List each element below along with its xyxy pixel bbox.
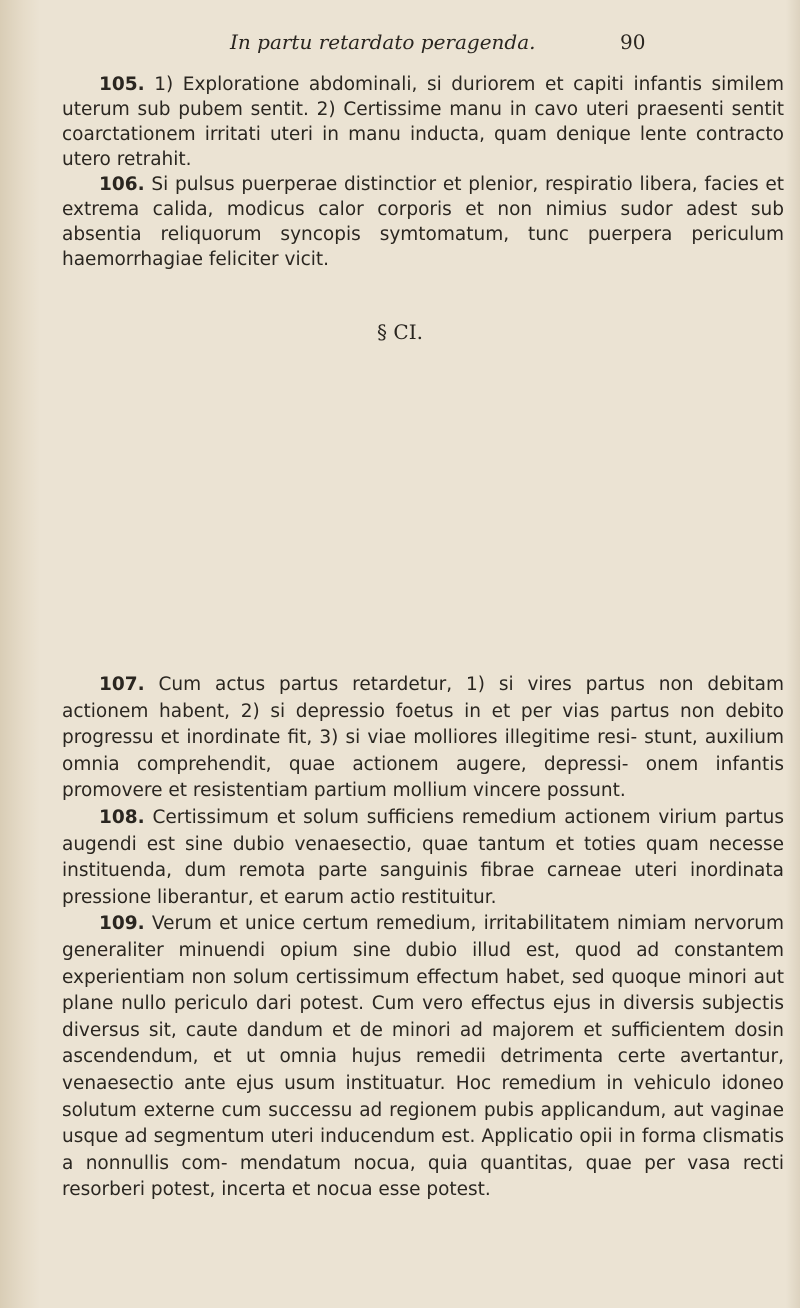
paragraph-106: [62, 172, 784, 272]
paragraph-text: Certissimum et solum sufficiens remedium actionem virium partus augendi est sine dubio venaesectio, quae tantum et toties quam necesse instituenda, dum remota parte sanguinis fibrae carneae uteri inordinata pressione liberantur, et earum actio restituitur.: [62, 806, 784, 908]
paragraph-108: [62, 805, 784, 911]
paragraph-text: Verum et unice certum remedium, irritabilitatem nimiam nervorum generaliter minuendi opium sine dubio illud est, quod ad constantem experientiam non solum certissimum effectum habet, sed quoque minori aut plane nullo periculo dari potest. Cum vero effectus ejus in diversis subjectis diversus sit, caute dandum et de minori ad majorem et sufficientem dosin ascendendum, et ut omnia hujus remedii detrimenta certe avertantur, venaesectio ante ejus usum instituatur. Hoc remedium in vehiculo idoneo solutum externe cum successu ad regionem pubis applicandum, aut vaginae usque ad segmentum uteri inducendum est. Applicatio opii in forma clismatis a nonnullis com- mendatum nocua, quia quantitas, quae per vasa recti resorberi potest, incerta et nocua esse potest.: [62, 913, 784, 1201]
page-edge-shadow-left: [0, 0, 40, 1308]
paragraph-number: 108.: [99, 806, 145, 828]
paragraph-number: 105.: [99, 74, 145, 95]
text-block-lower: [62, 672, 784, 1204]
page-number: 90: [620, 30, 646, 54]
paragraph-105: [62, 72, 784, 172]
paragraph-text: Cum actus partus retardetur, 1) si vires partus non debitam actionem habent, 2) si depressio foetus in et per vias partus non debito progressu et inordinate fit, 3) si viae molliores illegitime resi- stunt, auxilium omnia comprehendit, quae actionem augere, depressi- onem infantis promovere et resistentiam partium mollium vincere possunt.: [62, 674, 784, 802]
paragraph-number: 107.: [99, 674, 145, 695]
page-edge-shadow-right: [786, 0, 800, 1308]
paragraph-109: [62, 911, 784, 1204]
running-title: In partu retardato peragenda.: [230, 30, 536, 54]
text-block-upper: [62, 72, 784, 272]
paragraph-107: [62, 672, 784, 805]
paragraph-text: Si pulsus puerperae distinctior et plenior, respiratio libera, facies et extrema calida, modicus calor corporis et non nimius sudor adest sub absentia reliquorum syncopis symtomatum, tunc puerpera periculum haemorrhagiae feliciter vicit.: [62, 174, 784, 270]
page-header: [0, 30, 800, 60]
paragraph-text: 1) Exploratione abdominali, si duriorem et capiti infantis similem uterum sub pubem sentit. 2) Certissime manu in cavo uteri praesenti sentit coarctationem irritati uteri in manu inducta, quam denique lente contracto utero retrahit.: [62, 74, 784, 170]
section-heading: § CI.: [377, 320, 423, 344]
paragraph-number: 109.: [99, 913, 145, 935]
paragraph-number: 106.: [99, 174, 145, 195]
